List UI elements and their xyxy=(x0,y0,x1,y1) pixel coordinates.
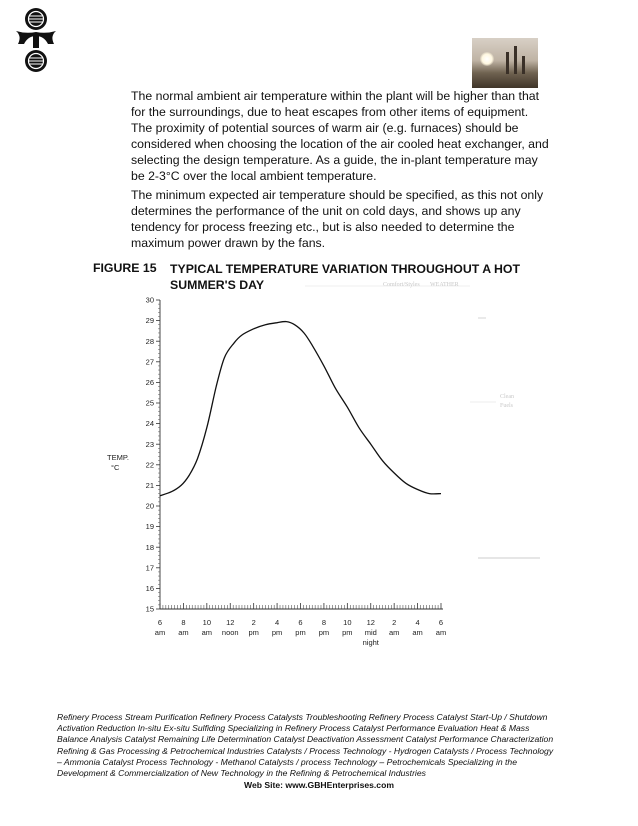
x-tick-sublabel: noon xyxy=(221,628,239,637)
x-tick-sublabel: am xyxy=(178,628,189,637)
x-tick-label: 8 xyxy=(321,618,327,627)
temperature-curve xyxy=(160,322,441,496)
x-tick-sublabel: am xyxy=(412,628,423,637)
watermark-text: Fuels xyxy=(500,403,514,409)
x-tick-sublabel: am xyxy=(388,628,400,637)
y-tick-label: 15 xyxy=(145,604,154,614)
footer-services-text: Refinery Process Stream Purification Refinery Process Catalysts Troubleshooting Refinery Process Catalyst Start-Up / Shutdown Activation Reduction In-situ Ex-situ Sulfiding Specializing in Refinery Process Catalyst Performance Evaluation Heat & Mass Balance Analysis Catalyst Remaining Life Determination Catalyst Deactivation Assessment Catalyst Performance Characterization Refining & Gas Processing & Petrochemical Industries Catalysts / Process Technology - Hydrogen Catalysts / Process Technology – Ammonia Catalyst Process Technology - Methanol Catalysts / process Technology – Petrochemicals Specializing in the Development & Commercialization of New Technology in the Refining & Petrochemical Industries xyxy=(57,712,554,779)
x-tick-label: 6 xyxy=(298,618,303,627)
figure-title: TYPICAL TEMPERATURE VARIATION THROUGHOUT A HOT SUMMER'S DAY xyxy=(170,262,520,292)
x-tick-label: 12 xyxy=(366,618,375,627)
x-tick-label: 10 xyxy=(343,618,352,627)
y-tick-label: 29 xyxy=(145,316,154,326)
chart-marks xyxy=(160,322,441,496)
x-tick-label: 10 xyxy=(202,618,212,627)
footer-website: Web Site: www.GBHEnterprises.com xyxy=(244,780,394,790)
y-tick-label: 27 xyxy=(145,357,154,367)
y-tick-label: 20 xyxy=(145,501,154,511)
y-tick-label: 25 xyxy=(145,398,154,408)
x-tick-sublabel: pm xyxy=(248,628,259,637)
x-tick-label: 4 xyxy=(274,618,280,627)
y-tick-label: 26 xyxy=(145,378,154,387)
x-tick-label: 8 xyxy=(181,618,186,627)
figure-label: FIGURE 15 xyxy=(93,261,157,275)
watermark xyxy=(305,281,540,558)
body-paragraph-minimum: The minimum expected air temperature should be specified, as this not only determines the performance of the unit on cold days, and shows up any tendency for process freezing etc., but is also needed to determine the maximum power drawn by the fans. xyxy=(131,188,544,251)
watermark-text: Clean xyxy=(500,394,514,400)
y-tick-label: 18 xyxy=(145,542,154,552)
x-tick-sublabel: pm xyxy=(271,628,283,637)
x-tick-sublabel: pm xyxy=(318,628,330,637)
x-tick-sublabel: night xyxy=(362,638,379,647)
x-tick-sublabel: am xyxy=(154,628,166,637)
body-paragraph-ambient: The normal ambient air temperature within the plant will be higher than that for the surroundings, due to heat escapes from other items of equipment. The proximity of potential sources of warm air (e.g. furnaces) should be considered when choosing the location of the air cooled heat exchanger, and selecting the design temperature. As a guide, the in-plant temperature may be 2-3°C over the local ambient temperature. xyxy=(131,89,549,184)
y-axis-unit: °C xyxy=(111,463,120,472)
x-tick-label: 2 xyxy=(251,618,256,627)
x-tick-label: 2 xyxy=(392,618,397,627)
y-tick-label: 22 xyxy=(145,460,154,470)
x-tick-sublabel: pm xyxy=(342,628,353,637)
watermark-text: Comfort/Styles xyxy=(383,282,420,288)
y-tick-label: 21 xyxy=(145,481,154,490)
y-tick-label: 19 xyxy=(145,522,154,532)
y-tick-label: 24 xyxy=(145,419,154,429)
y-tick-label: 30 xyxy=(145,295,154,305)
x-tick-sublabel: am xyxy=(435,628,447,637)
y-tick-label: 23 xyxy=(145,439,154,449)
y-tick-label: 28 xyxy=(145,336,154,346)
x-tick-label: 6 xyxy=(438,618,444,627)
y-tick-label: 16 xyxy=(145,584,154,593)
watermark-text: WEATHER xyxy=(430,282,459,288)
x-tick-sublabel: am xyxy=(201,628,213,637)
x-tick-label: 4 xyxy=(415,618,420,627)
x-tick-sublabel: pm xyxy=(295,628,306,637)
x-tick-label: 12 xyxy=(226,618,235,627)
x-tick-sublabel: mid xyxy=(364,628,377,637)
y-axis-label: TEMP. xyxy=(107,453,129,462)
chart-axes xyxy=(146,296,447,647)
y-tick-label: 17 xyxy=(145,563,154,573)
x-tick-label: 6 xyxy=(157,618,163,627)
